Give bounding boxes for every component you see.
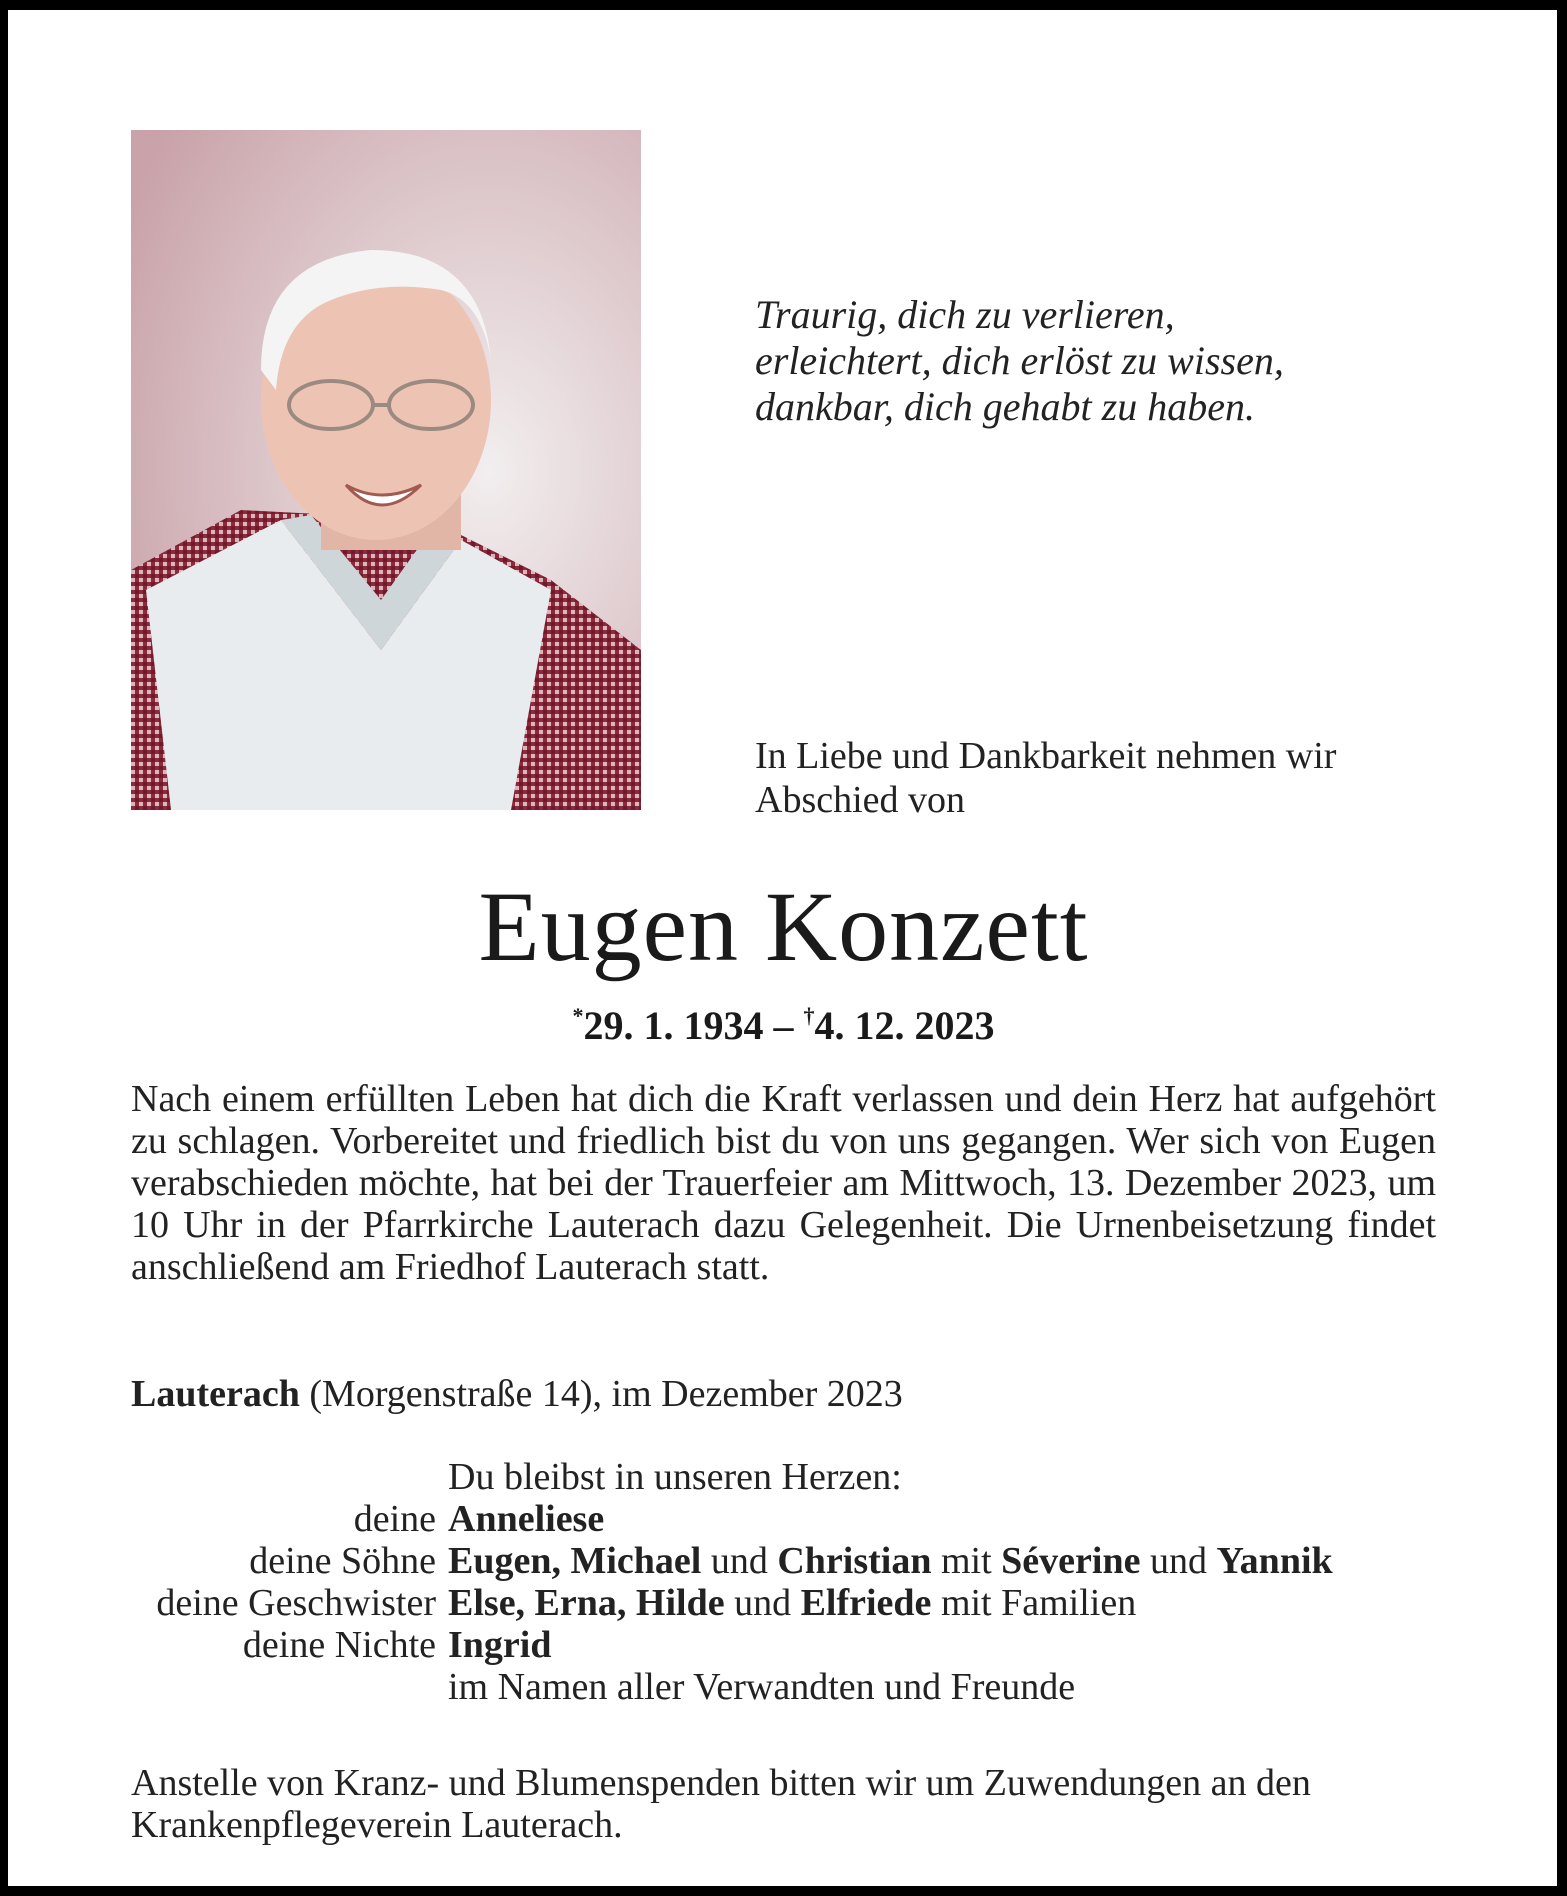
relation-label: deine Geschwister <box>156 1582 436 1624</box>
intro-line-2: Abschied von <box>755 779 966 821</box>
death-symbol: † <box>803 1003 815 1028</box>
place-and-date <box>131 1372 903 1416</box>
mourner-names: Else, Erna, Hilde und Elfriede mit Familien <box>448 1582 1137 1624</box>
date-separator: – <box>763 1003 804 1048</box>
memorial-quote <box>755 292 1284 430</box>
death-date: 4. 12. 2023 <box>814 1003 995 1048</box>
portrait-photo <box>131 130 641 810</box>
list-item <box>0 1540 1567 1582</box>
life-dates <box>0 992 1567 1050</box>
announcement-text: Nach einem erfüllten Leben hat dich die Kraft verlassen und dein Herz hat aufgehört zu schlagen. Vorbereitet und friedlich bist du von uns gegangen. Wer sich von Eugen verabschieden möchte, hat bei der Trauerfeier am Mittwoch, 13. Dezember 2023, um 10 Uhr in der Pfarrkirche Lauterach dazu Gelegenheit. Die Urnenbeisetzung findet anschließend am Friedhof Lauterach statt. <box>131 1078 1436 1288</box>
list-item <box>0 1498 1567 1540</box>
donation-line-2: Krankenpflegeverein Lauterach. <box>131 1804 623 1846</box>
list-item <box>0 1624 1567 1666</box>
quote-line-2: erleichtert, dich erlöst zu wissen, <box>755 338 1284 383</box>
mourner-others: im Namen aller Verwandten und Freunde <box>448 1666 1076 1708</box>
mourner-names: Anneliese <box>448 1498 605 1540</box>
farewell-intro <box>755 734 1336 822</box>
mourner-names: Eugen, Michael und Christian mit Séverine und Yannik <box>448 1540 1333 1582</box>
deceased-name: Eugen Konzett <box>478 871 1089 982</box>
mourners-heading: Du bleibst in unseren Herzen: <box>448 1456 902 1498</box>
list-item <box>0 1666 1567 1708</box>
relation-label: deine Nichte <box>242 1624 436 1666</box>
intro-line-1: In Liebe und Dankbarkeit nehmen wir <box>755 735 1337 777</box>
address-date: (Morgenstraße 14), im Dezember 2023 <box>299 1373 903 1415</box>
mourners-list <box>0 1456 1567 1708</box>
birth-date: 29. 1. 1934 <box>583 1003 764 1048</box>
mourner-names: Ingrid <box>448 1624 552 1666</box>
quote-line-1: Traurig, dich zu verlieren, <box>755 292 1175 337</box>
town-name: Lauterach <box>131 1373 300 1415</box>
relation-label: deine <box>353 1498 436 1540</box>
donation-note <box>131 1762 1441 1846</box>
quote-line-3: dankbar, dich gehabt zu haben. <box>755 384 1255 429</box>
list-item <box>0 1582 1567 1624</box>
birth-symbol: * <box>572 1003 584 1028</box>
relation-label: deine Söhne <box>249 1540 436 1582</box>
mourners-heading-row <box>0 1456 1567 1498</box>
donation-line-1: Anstelle von Kranz- und Blumenspenden bitten wir um Zuwendungen an den <box>131 1762 1311 1804</box>
